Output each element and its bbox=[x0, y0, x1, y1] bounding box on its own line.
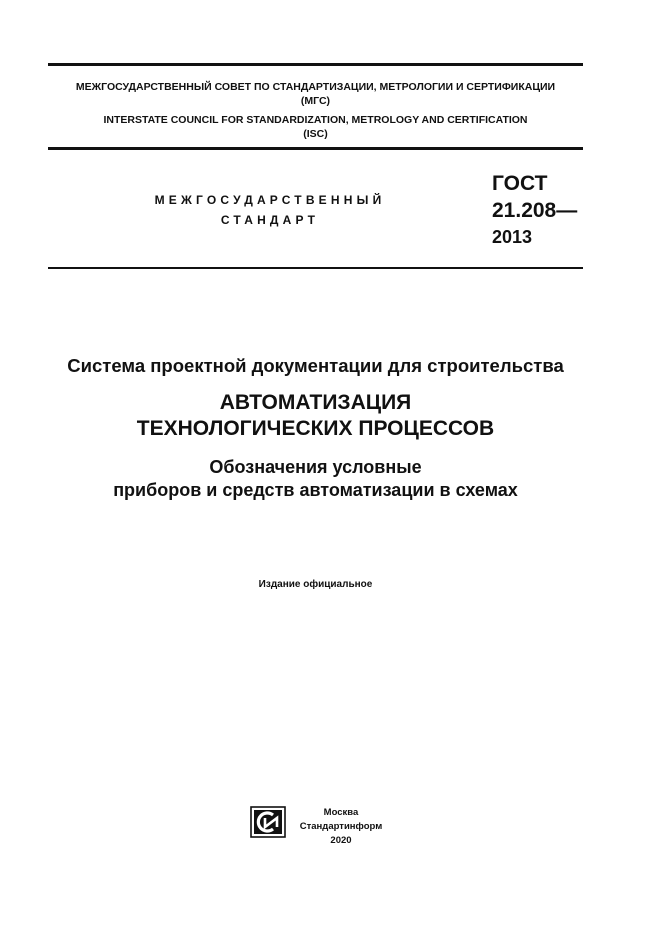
subtitle bbox=[30, 456, 601, 502]
council-block bbox=[48, 80, 583, 141]
gost-label: ГОСТ bbox=[492, 172, 548, 195]
council-rule bbox=[48, 147, 583, 150]
subtitle-line1: Обозначения условные bbox=[209, 457, 422, 477]
council-abbr-en: (ISC) bbox=[303, 128, 328, 140]
gost-year: 2013 bbox=[492, 227, 533, 247]
top-rule bbox=[48, 63, 583, 66]
publisher-name: Стандартинформ bbox=[299, 821, 383, 832]
publisher-year: 2020 bbox=[330, 835, 352, 846]
main-title bbox=[30, 390, 601, 442]
designation-rule bbox=[48, 267, 583, 269]
gost-number: 21.208— bbox=[492, 199, 578, 222]
standartinform-logo-graphic bbox=[250, 806, 286, 838]
standard-kind-line2: СТАНДАРТ bbox=[220, 213, 320, 227]
publisher-city: Москва bbox=[323, 807, 359, 818]
edition-label: Издание официальное bbox=[258, 579, 373, 590]
council-name-en: INTERSTATE COUNCIL FOR STANDARDIZATION, METROLOGY AND CERTIFICATION bbox=[103, 114, 528, 126]
council-abbr-ru: (МГС) bbox=[300, 95, 331, 107]
standard-kind-line1: МЕЖГОСУДАРСТВЕННЫЙ bbox=[154, 193, 386, 207]
gost-designation bbox=[492, 170, 577, 251]
council-name-ru: МЕЖГОСУДАРСТВЕННЫЙ СОВЕТ ПО СТАНДАРТИЗАЦИИ, МЕТРОЛОГИИ И СЕРТИФИКАЦИИ bbox=[75, 81, 556, 93]
publisher-block bbox=[286, 806, 396, 848]
main-title-line2: ТЕХНОЛОГИЧЕСКИХ ПРОЦЕССОВ bbox=[136, 417, 495, 440]
main-title-line1: АВТОМАТИЗАЦИЯ bbox=[219, 391, 412, 414]
standard-kind bbox=[120, 190, 420, 230]
subtitle-line2: приборов и средств автоматизации в схемах bbox=[113, 480, 518, 500]
system-title: Система проектной документации для строительства bbox=[67, 355, 564, 376]
standartinform-logo-icon bbox=[250, 806, 286, 838]
